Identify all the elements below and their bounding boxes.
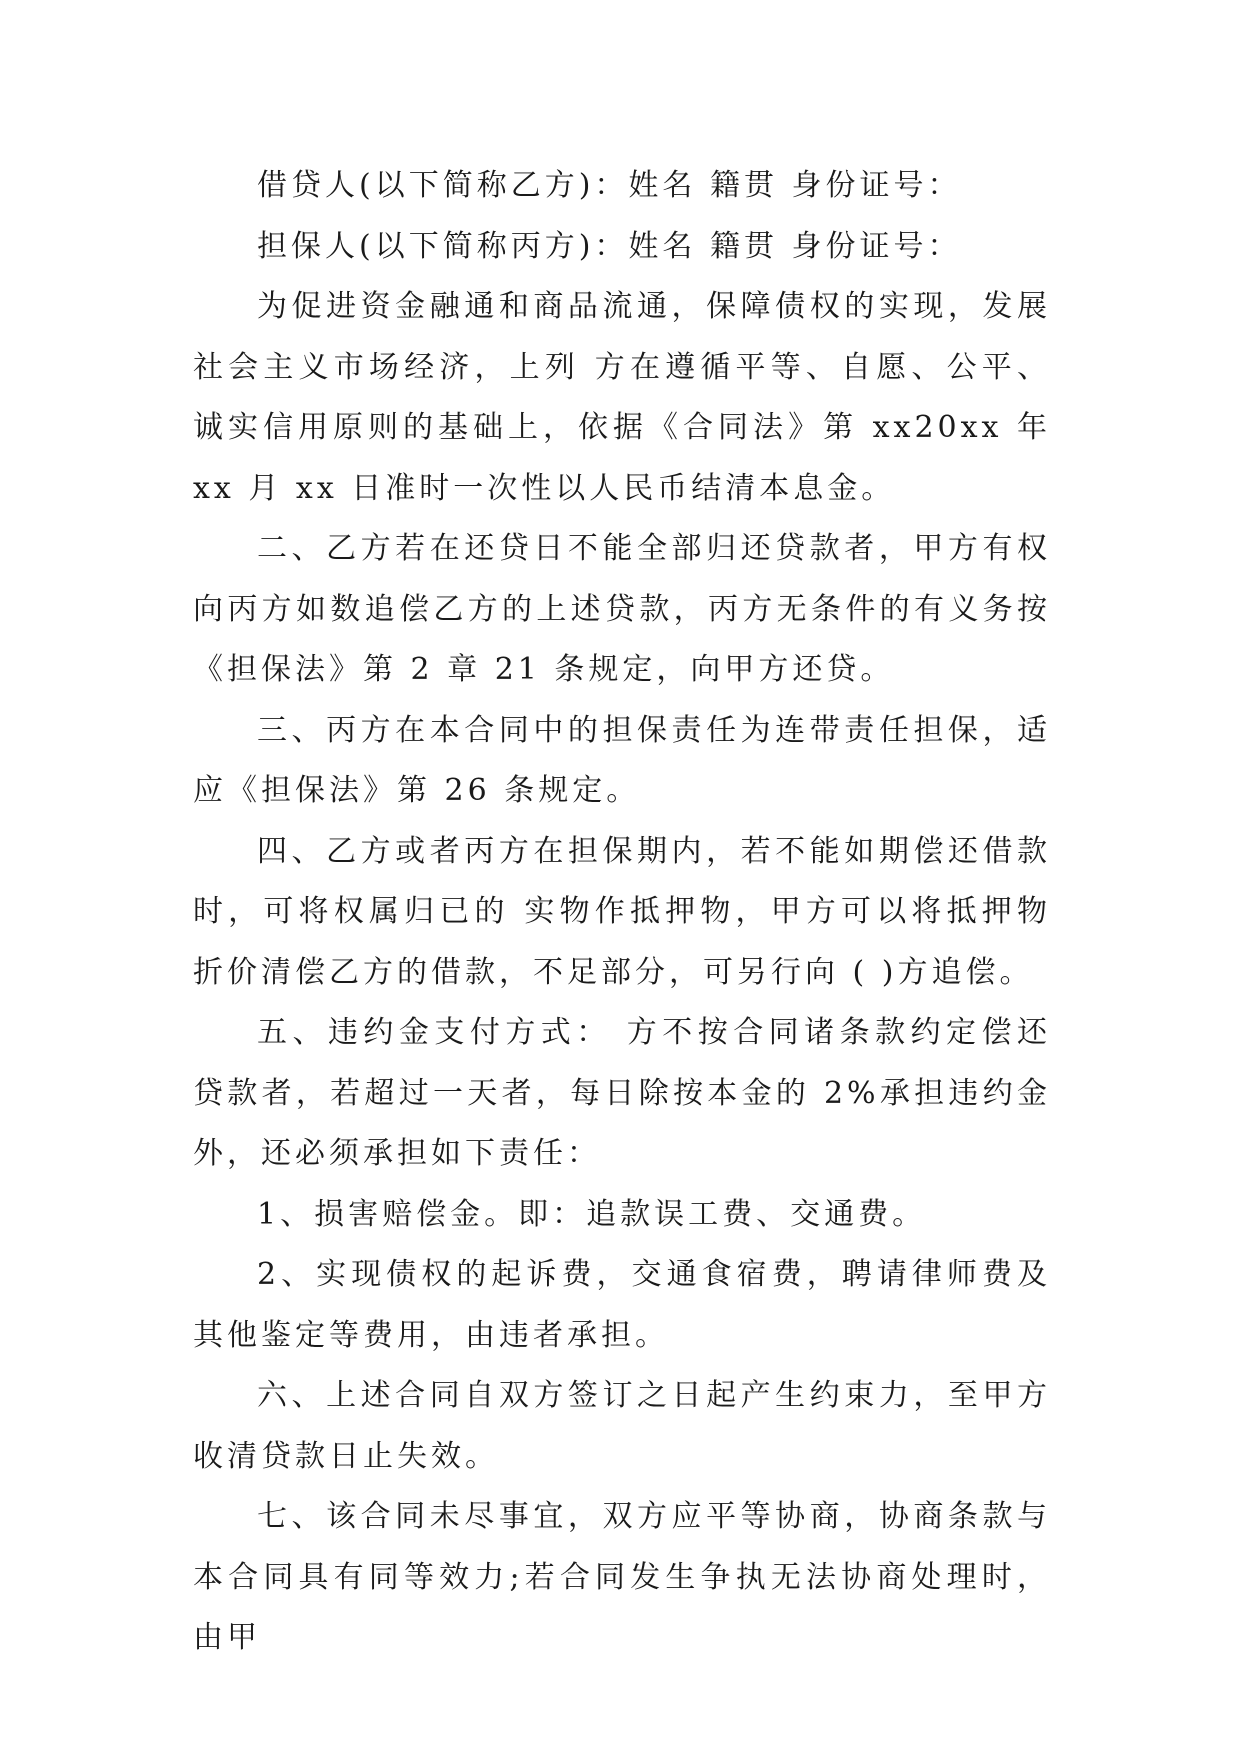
paragraph-clause-4: 四、乙方或者丙方在担保期内，若不能如期偿还借款时，可将权属归已的 实物作抵押物，甲方可以将抵押物折价清偿乙方的借款，不足部分，可另行向 ( )方追偿。 (193, 833, 1051, 990)
paragraph-preamble: 为促进资金融通和商品流通，保障债权的实现，发展社会主义市场经济，上列 方在遵循平等、自愿、公平、诚实信用原则的基础上，依据《合同法》第 xx20xx 年 xx 月 xx 日准时一次性以人民币结清本息金。 (193, 289, 1051, 506)
paragraph-clause-7: 七、该合同未尽事宜，双方应平等协商，协商条款与本合同具有同等效力;若合同发生争执无法协商处理时，由甲 (193, 1499, 1051, 1655)
paragraph-clause-6: 六、上述合同自双方签订之日起产生约束力，至甲方收清贷款日止失效。 (193, 1378, 1051, 1474)
paragraph-clause-5-item-1: 1、损害赔偿金。即：追款误工费、交通费。 (257, 1196, 927, 1232)
paragraph-guarantor: 担保人(以下简称丙方)：姓名 籍贯 身份证号： (257, 228, 962, 264)
paragraph-borrower: 借贷人(以下简称乙方)：姓名 籍贯 身份证号： (257, 168, 962, 203)
document-body (193, 156, 1051, 1669)
paragraph-clause-5-item-2: 2、实现债权的起诉费，交通食宿费，聘请律师费及其他鉴定等费用，由违者承担。 (193, 1257, 1051, 1353)
paragraph-clause-2: 二、乙方若在还贷日不能全部归还贷款者，甲方有权向丙方如数追偿乙方的上述贷款，丙方无条件的有义务按《担保法》第 2 章 21 条规定，向甲方还贷。 (193, 531, 1051, 687)
paragraph-clause-5: 五、违约金支付方式： 方不按合同诸条款约定偿还贷款者，若超过一天者，每日除按本金的 2%承担违约金外，还必须承担如下责任： (193, 1015, 1051, 1171)
paragraph-clause-3: 三、丙方在本合同中的担保责任为连带责任担保，适应《担保法》第 26 条规定。 (193, 712, 1051, 808)
